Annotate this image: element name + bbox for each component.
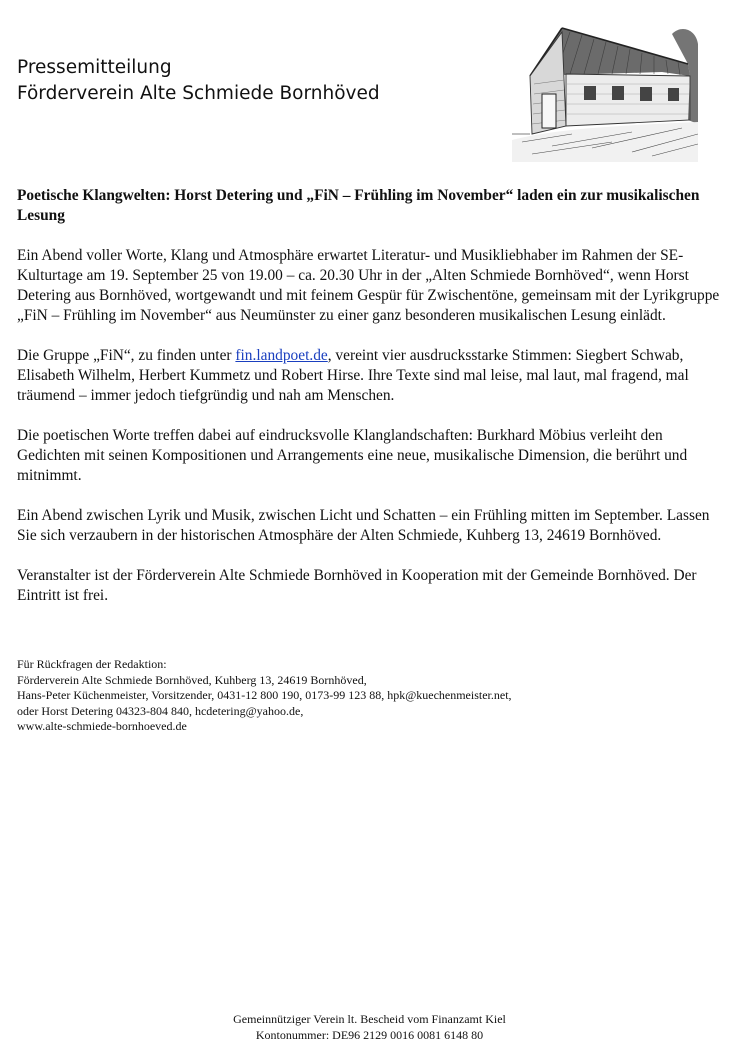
press-contact-block: [17, 657, 512, 735]
article-body: [17, 186, 729, 626]
contact-address: Förderverein Alte Schmiede Bornhöved, Kuhberg 13, 24619 Bornhöved,: [17, 672, 367, 687]
contact-website: www.alte-schmiede-bornhoeved.de: [17, 719, 187, 733]
contact-alternate: oder Horst Detering 04323-804 840, hcdetering@yahoo.de,: [17, 703, 304, 718]
building-sketch-icon: [512, 14, 698, 162]
footer-bank-account: Kontonummer: DE96 2129 0016 0081 6148 80: [255, 1027, 484, 1042]
letterhead-organization: Förderverein Alte Schmiede Bornhöved: [17, 83, 380, 104]
letterhead-title: Pressemitteilung: [17, 57, 172, 78]
article-paragraph-5: Veranstalter ist der Förderverein Alte Schmiede Bornhöved in Kooperation mit der Gemeinde Bornhöved. Der Eintritt ist frei.: [17, 567, 697, 604]
footer-tax-status: Gemeinnütziger Verein lt. Bescheid vom Finanzamt Kiel: [233, 1012, 506, 1026]
contact-chairman: Hans-Peter Küchenmeister, Vorsitzender, 0431-12 800 190, 0173-99 123 88, hpk@kuechenmeister.net,: [17, 688, 512, 702]
fin-website-link[interactable]: fin.landpoet.de: [235, 347, 328, 364]
paragraph-2-intro: Die Gruppe „FiN“, zu finden unter: [17, 347, 236, 364]
page-footer: [0, 1012, 739, 1043]
article-paragraph-1: Ein Abend voller Worte, Klang und Atmosphäre erwartet Literatur- und Musikliebhaber im Rahmen der SE-Kulturtage am 19. September 25 von 19.00 – ca. 20.30 Uhr in der „Alten Schmiede Bornhöved“, wenn Horst Detering aus Bornhöved, wortgewandt und mit feinem Gespür für Zwischentöne, gemeinsam mit der Lyrikgruppe „FiN – Frühling im November“ aus Neumünster zu einer ganz besonderen musikalischen Lesung einlädt.: [17, 247, 720, 324]
article-paragraph-3: Die poetischen Worte treffen dabei auf eindrucksvolle Klanglandschaften: Burkhard Möbius verleiht den Gedichten mit seinen Kompositionen und Arrangements eine neue, musikalische Dimension, die berührt und mitnimmt.: [17, 427, 688, 484]
contact-heading: Für Rückfragen der Redaktion:: [17, 657, 167, 671]
letterhead: [17, 55, 380, 107]
article-paragraph-2: [17, 346, 729, 406]
paragraph-2-rest: , vereint vier ausdrucksstarke Stimmen: Siegbert Schwab, Elisabeth Wilhelm, Herbert Kummetz und Robert Hirse. Ihre Texte sind mal leise, mal laut, mal fragend, mal träumend – immer jedoch tiefgründig und nah am Menschen.: [17, 347, 689, 404]
article-paragraph-4: Ein Abend zwischen Lyrik und Musik, zwischen Licht und Schatten – ein Frühling mitten im September. Lassen Sie sich verzaubern in der historischen Atmosphäre der Alten Schmiede, Kuhberg 13, 24619 Bornhöved.: [17, 507, 710, 544]
article-headline: Poetische Klangwelten: Horst Detering und „FiN – Frühling im November“ laden ein zur musikalischen Lesung: [17, 187, 700, 224]
